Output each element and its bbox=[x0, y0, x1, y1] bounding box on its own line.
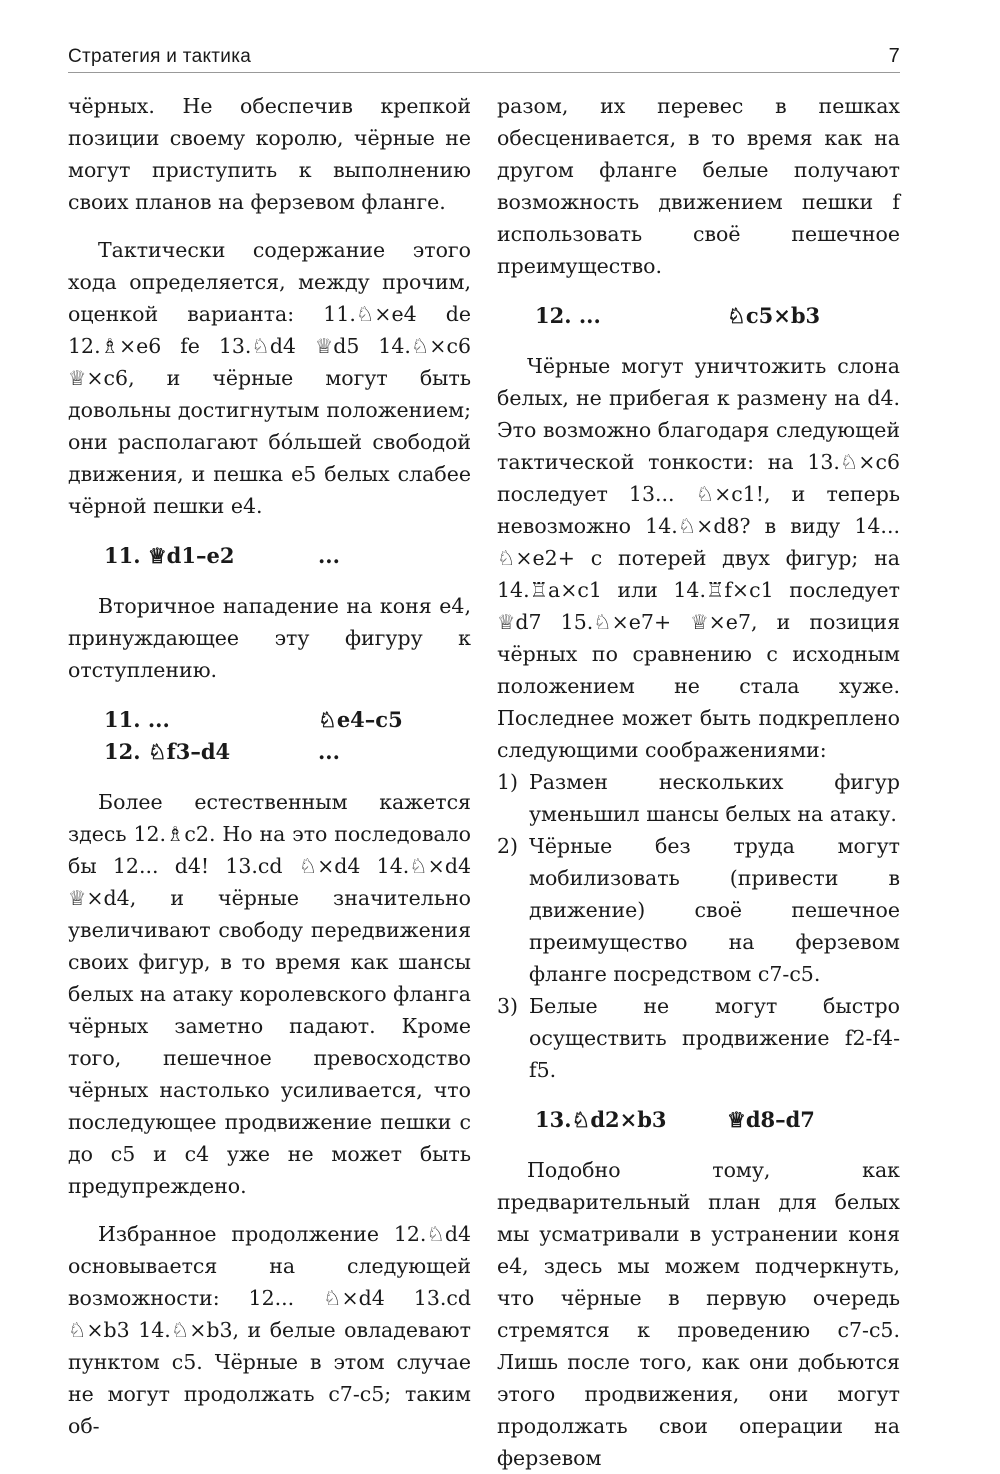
paragraph: разом, их перевес в пешках обесценивается, в то время как на другом фланге белые получают возможность движением пешки f использовать своё пешечное преимущество. bbox=[497, 94, 900, 278]
list-text: Размен нескольких фигур уменьшил шансы белых на атаку. bbox=[529, 770, 900, 826]
white-move: 13.♘d2×b3 bbox=[535, 1107, 667, 1132]
paragraph: Подобно тому, как предварительный план для белых мы усматривали в устранении коня e4, здесь мы можем подчеркнуть, что чёрные в первую очередь стремятся к проведению c7-c5. Лишь после того, как они добьются этого продвижения, они могут продолжать свои операции на ферзевом bbox=[497, 1158, 900, 1470]
move-line bbox=[68, 704, 471, 736]
list-item bbox=[497, 830, 900, 990]
move-line bbox=[68, 736, 471, 768]
move-line bbox=[68, 540, 471, 572]
list-number: 3) bbox=[497, 994, 519, 1018]
list-number: 1) bbox=[497, 770, 519, 794]
paragraph: чёрных. Не обеспечив крепкой позиции своему королю, чёрные не могут приступить к выполнению своих планов на ферзевом фланге. bbox=[68, 94, 471, 214]
white-move: 11. ... bbox=[104, 707, 170, 732]
black-move: ♘e4–c5 bbox=[318, 707, 403, 732]
list-text: Чёрные без труда могут мобилизовать (привести в движение) своё пешечное преимущество на ферзевом фланге посредством c7-c5. bbox=[529, 834, 900, 986]
left-column bbox=[68, 90, 471, 1442]
paragraph: Тактически содержание этого хода определяется, между прочим, оценкой варианта: 11.♘×e4 de 12.♗×e6 fe 13.♘d4 ♕d5 14.♘×c6 ♕×c6, и чёрные могут быть довольны достигнутым положением; они располагают бо́льшей свободой движения, и пешка e5 белых слабее чёрной пешки e4. bbox=[68, 238, 471, 518]
list-item bbox=[497, 766, 900, 830]
right-column bbox=[497, 90, 900, 1474]
list-text: Белые не могут быстро осуществить продвижение f2-f4-f5. bbox=[529, 994, 900, 1082]
page-header bbox=[68, 42, 900, 73]
running-title: Стратегия и тактика bbox=[68, 46, 252, 67]
move-line bbox=[497, 300, 900, 332]
black-move: ... bbox=[318, 543, 340, 568]
black-move: ♕d8–d7 bbox=[727, 1107, 815, 1132]
page-number: 7 bbox=[888, 45, 900, 67]
list-number: 2) bbox=[497, 834, 519, 858]
paragraph: Вторичное нападение на коня e4, принуждающее эту фигуру к отступлению. bbox=[68, 594, 471, 682]
move-line bbox=[497, 1104, 900, 1136]
black-move: ... bbox=[318, 739, 340, 764]
black-move: ♘c5×b3 bbox=[727, 303, 821, 328]
white-move: 12. ♘f3–d4 bbox=[104, 739, 231, 764]
white-move: 12. ... bbox=[535, 303, 601, 328]
white-move: 11. ♕d1–e2 bbox=[104, 543, 235, 568]
paragraph: Более естественным кажется здесь 12.♗c2. Но на это последовало бы 12... d4! 13.cd ♘×d4 14.♘×d4 ♕×d4, и чёрные значительно увеличивают свободу передвижения своих фигур, в то время как шансы белых на атаку королевского фланга чёрных заметно падают. Кроме того, пешечное превосходство чёрных настолько усиливается, что последующее продвижение пешки c до c5 и c4 уже не может быть предупреждено. bbox=[68, 790, 471, 1198]
numbered-list bbox=[497, 766, 900, 1086]
paragraph: Чёрные могут уничтожить слона белых, не прибегая к размену на d4. Это возможно благодаря следующей тактической тонкости: на 13.♘×c6 последует 13... ♘×c1!, и теперь невозможно 14.♘×d8? в виду 14... ♘×e2+ с потерей двух фигур; на 14.♖a×c1 или 14.♖f×c1 последует ♕d7 15.♘×e7+ ♕×e7, и позиция чёрных по сравнению с исходным положением не стала хуже. Последнее может быть подкреплено следующими соображениями: bbox=[497, 354, 900, 762]
list-item bbox=[497, 990, 900, 1086]
paragraph: Избранное продолжение 12.♘d4 основывается на следующей возможности: 12... ♘×d4 13.cd ♘×b3 14.♘×b3, и белые овладевают пунктом c5. Чёрные в этом случае не могут продолжать c7-c5; таким об- bbox=[68, 1222, 471, 1438]
